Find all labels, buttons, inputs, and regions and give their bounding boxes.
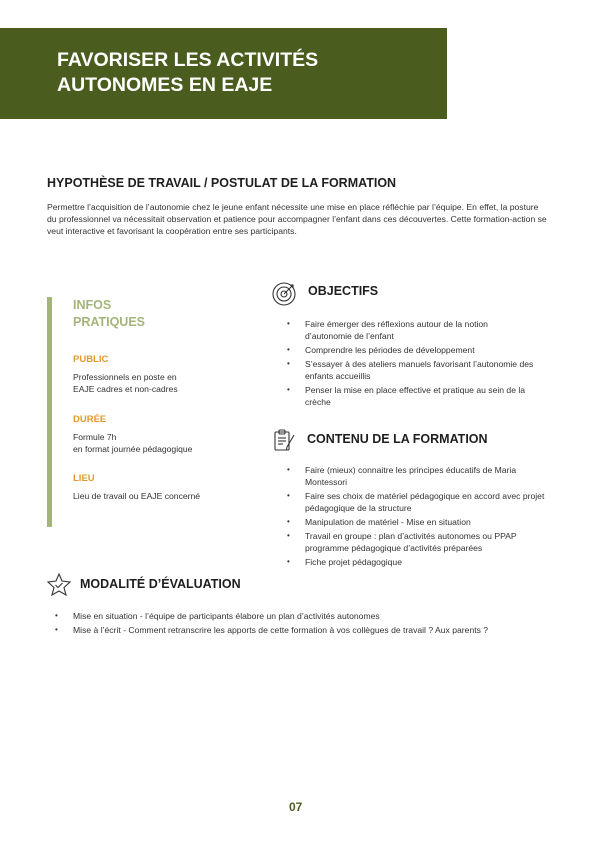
infos-title-line-1: INFOS xyxy=(73,298,112,312)
list-item: • Manipulation de matériel - Mise en situation xyxy=(287,516,545,528)
star-badge-icon xyxy=(46,572,72,598)
list-item: • S’essayer à des ateliers manuels favorisant l’autonomie des enfants accueillis xyxy=(287,358,537,382)
public-text-line-1: Professionnels en poste en xyxy=(73,372,177,382)
infos-accent-bar xyxy=(47,297,52,527)
page-number: 07 xyxy=(289,800,303,814)
hypothesis-body: Permettre l’acquisition de l’autonomie chez le jeune enfant nécessite une mise en place réfléchie par l’équipe. En effet, la posture du professionnel va nécessitait observation et patience pour accompagner l’enfant dans ces découvertes. Cette formation-action se veut interactive et favorisant la coopération entre ses participants. xyxy=(47,202,547,236)
duree-label: DURÉE xyxy=(73,414,107,425)
public-text xyxy=(73,371,178,395)
list-item: • Travail en groupe : plan d’activités autonomes ou PPAP programme pédagogique d’activités préparées xyxy=(287,530,545,554)
evaluation-list xyxy=(55,610,505,638)
public-text-line-2: EAJE cadres et non-cadres xyxy=(73,384,178,394)
list-item: • Mise à l’écrit - Comment retranscrire les apports de cette formation à vos collègues de travail ? Aux parents ? xyxy=(55,624,505,636)
page-title xyxy=(57,48,318,98)
infos-title-line-2: PRATIQUES xyxy=(73,315,145,329)
list-item: • Fiche projet pédagogique xyxy=(287,556,545,568)
list-item: • Faire émerger des réflexions autour de la notion d’autonomie de l’enfant xyxy=(287,318,537,342)
list-item: • Comprendre les périodes de développement xyxy=(287,344,537,356)
public-label: PUBLIC xyxy=(73,354,109,365)
objectifs-heading: OBJECTIFS xyxy=(308,284,379,298)
infos-title xyxy=(73,297,145,331)
hypothesis-heading: HYPOTHÈSE DE TRAVAIL / POSTULAT DE LA FORMATION xyxy=(47,176,397,190)
lieu-text: Lieu de travail ou EAJE concerné xyxy=(73,491,201,501)
objectifs-list xyxy=(287,318,537,410)
list-item: • Mise en situation - l’équipe de participants élabore un plan d’activités autonomes xyxy=(55,610,505,622)
list-item: • Faire ses choix de matériel pédagogique en accord avec projet pédagogique de la structure xyxy=(287,490,545,514)
title-banner xyxy=(0,28,447,119)
contenu-list xyxy=(287,464,545,570)
clipboard-pencil-icon xyxy=(271,427,297,453)
list-item: • Faire (mieux) connaitre les principes éducatifs de Maria Montessori xyxy=(287,464,545,488)
lieu-label: LIEU xyxy=(73,473,95,484)
duree-text-line-2: en format journée pédagogique xyxy=(73,444,193,454)
contenu-heading: CONTENU DE LA FORMATION xyxy=(307,432,488,446)
duree-text-line-1: Formule 7h xyxy=(73,432,117,442)
page-title-line-1: FAVORISER LES ACTIVITÉS xyxy=(57,49,319,71)
list-item: • Penser la mise en place effective et pratique au sein de la crèche xyxy=(287,384,537,408)
evaluation-heading: MODALITÉ D’ÉVALUATION xyxy=(80,577,241,591)
page-title-line-2: AUTONOMES EN EAJE xyxy=(57,74,273,96)
target-icon xyxy=(271,281,297,307)
duree-text xyxy=(73,431,192,455)
